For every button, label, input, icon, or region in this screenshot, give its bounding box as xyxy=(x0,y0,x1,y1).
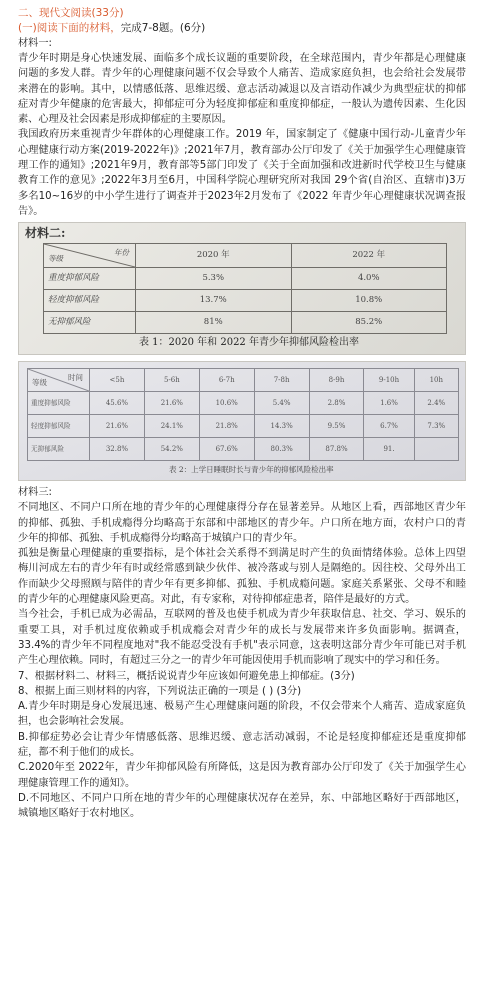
table-2-cell: 6.7% xyxy=(364,415,414,438)
table-2-column-header: 10h xyxy=(414,369,458,392)
question-7: 7、根据材料二、材料三，概括说说青少年应该如何避免患上抑郁症。(3分) xyxy=(18,670,355,682)
table-2-cell: 67.6% xyxy=(199,438,254,461)
material-3-paragraph: 不同地区、不同户口所在地的青少年的心理健康得分存在显著差异。从地区上看，西部地区青少年的抑郁、孤独、手机成瘾得分均略高于东部和中部地区的青少年。户口所在地方面，农村户口的青少年的抑郁、孤独、手机成瘾得分均略高于城镇户口的青少年。 xyxy=(18,502,466,544)
material-1-paragraph: 我国政府历来重视青少年群体的心理健康工作。2019 年，国家制定了《健康中国行动-儿童青少年心理健康行动方案(2019-2022年)》;2021年7月，教育部办公厅印发了《关于加强学生心理健康管理工作的通知》;2021年9月，教育部等5部门印发了《关于全面加强和改进新时代学校卫生与健康教育工作的意见》;2022年3月至6月，中国科学院心理研究所对我国 29个省(自治区、直辖市)3万多名10~16岁的中小学生进行了调查并于2023年2月发布了《2022 年青少年心理健康状况调查报告》。 xyxy=(18,129,466,217)
sub-title-points: 完成7-8题。(6分) xyxy=(120,22,206,34)
sub-title xyxy=(18,21,466,36)
table-2-cell: 21.6% xyxy=(90,415,145,438)
table-1-header-top: 年份 xyxy=(114,248,129,258)
table-2-cell: 32.8% xyxy=(90,438,145,461)
option-a: A.青少年时期是身心发展迅速、极易产生心理健康问题的阶段，不仅会带来个人痛苦、造成家庭负担，也会影响社会发展。 xyxy=(18,701,466,728)
table-1-cell: 4.0% xyxy=(291,268,447,290)
table-1-caption: 表 1：2020 年和 2022 年青少年抑郁风险检出率 xyxy=(139,337,359,349)
table-1 xyxy=(43,243,447,334)
table-2-row-label: 重度抑郁风险 xyxy=(28,392,90,415)
table-2-cell: 2.4% xyxy=(414,392,458,415)
table-1-row-label: 重度抑郁风险 xyxy=(44,268,136,290)
table-2-caption: 表 2：上学日睡眠时长与青少年的抑郁风险检出率 xyxy=(169,465,334,475)
table-1-cell: 13.7% xyxy=(136,290,292,312)
table-2-photo xyxy=(18,361,466,481)
material-3-paragraph: 当今社会，手机已成为必需品，互联网的普及也使手机成为青少年获取信息、社交、学习、娱乐的重要工具，对手机过度依赖或手机成瘾会对青少年的成长与发展带来许多负面影响。据调查，33.4%的青少年不同程度地对"我不能忍受没有手机"表示同意，这表明这部分青少年可能已对手机产生心理依赖。同时，有超过三分之一的青少年可能因使用手机而影响了现实中的学习和任务。 xyxy=(18,609,466,667)
table-1-cell: 85.2% xyxy=(291,312,447,334)
table-2-cell: 1.6% xyxy=(364,392,414,415)
option-c: C.2020年至 2022年，青少年抑郁风险有所降低，这是因为教育部办公厅印发了《关于加强学生心理健康管理工作的通知》。 xyxy=(18,762,466,789)
table-2 xyxy=(27,368,459,461)
table-2-column-header: 9-10h xyxy=(364,369,414,392)
table-1-row-label: 无抑郁风险 xyxy=(44,312,136,334)
section-title: 二、现代文阅读(33分) xyxy=(18,7,124,19)
table-1-header-left: 等级 xyxy=(48,254,63,264)
table-2-cell: 2.8% xyxy=(309,392,364,415)
table-1-row-label: 轻度抑郁风险 xyxy=(44,290,136,312)
table-2-cell: 91. xyxy=(364,438,414,461)
table-1-column-header: 2022 年 xyxy=(291,244,447,268)
table-1-cell: 10.8% xyxy=(291,290,447,312)
table-2-cell: 87.8% xyxy=(309,438,364,461)
table-2-column-header: <5h xyxy=(90,369,145,392)
table-2-cell: 54.2% xyxy=(144,438,199,461)
option-b: B.抑郁症势必会让青少年情感低落、思维迟缓、意志活动减弱，不论是轻度抑郁症还是重度抑郁症，都不利于他们的成长。 xyxy=(18,731,466,759)
question-8: 8、根据上面三则材料的内容，下列说法正确的一项是 ( ) (3分) xyxy=(18,685,302,697)
table-2-cell: 14.3% xyxy=(254,415,309,438)
table-2-row-label: 无抑郁风险 xyxy=(28,438,90,461)
table-2-header-cell xyxy=(28,369,90,392)
material-3-label: 材料三: xyxy=(18,487,52,499)
table-2-cell: 80.3% xyxy=(254,438,309,461)
table-2-cell: 45.6% xyxy=(90,392,145,415)
table-2-cell: 21.8% xyxy=(199,415,254,438)
table-1-header-cell xyxy=(44,244,136,268)
sub-title-instruction: (一)阅读下面的材料， xyxy=(18,22,121,34)
table-1-photo xyxy=(18,222,466,355)
option-d: D.不同地区、不同户口所在地的青少年的心理健康状况存在差异，东、中部地区略好于西部地区，城镇地区略好于农村地区。 xyxy=(18,792,466,820)
table-2-column-header: 6-7h xyxy=(199,369,254,392)
table-2-row-label: 轻度抑郁风险 xyxy=(28,415,90,438)
table-2-header-top: 时间 xyxy=(68,373,83,383)
table-2-cell: 21.6% xyxy=(144,392,199,415)
table-2-column-header: 5-6h xyxy=(144,369,199,392)
material-1-label: 材料一: xyxy=(18,38,52,49)
table-1-column-header: 2020 年 xyxy=(136,244,292,268)
table-2-cell: 7.3% xyxy=(414,415,458,438)
material-1-paragraph: 青少年时期是身心快速发展、面临多个成长议题的重要阶段，在全球范围内，青少年都是心理健康问题的多发人群。青少年的心理健康问题不仅会导致个人痛苦、造成家庭负担，也会给社会发展带来潜在的影响。其中，以情感低落、思维迟缓、意志活动减退以及言语动作减少为典型症状的抑郁症对青少年健康的危害最大，抑郁症可分为轻度抑郁症和重度抑郁症，一般认为遗传因素、生化因素、心理及社会因素是形成抑郁症的主要原因。 xyxy=(18,53,466,126)
table-2-cell: 24.1% xyxy=(144,415,199,438)
material-3-paragraph: 孤独是衡量心理健康的重要指标，是个体社会关系得不到满足时产生的负面情绪体验。总体上四望梅川河成左右的青少年有时或经常感到缺少伙伴、被冷落或与别人是隔绝的。因往校、父母外出工作而缺少父母照顾与陪伴的青少年有更多抑郁、孤独、手机成瘾问题。家庭关系紧张、父母不和睦的青少年的心理健康风险更高。对此，有专家称，对待抑郁症患者，陪伴是最好的方式。 xyxy=(18,548,466,606)
table-2-column-header: 7-8h xyxy=(254,369,309,392)
table-1-cell: 5.3% xyxy=(136,268,292,290)
table-2-cell: 9.5% xyxy=(309,415,364,438)
table-2-cell: 10.6% xyxy=(199,392,254,415)
table-2-column-header: 8-9h xyxy=(309,369,364,392)
table-2-cell: 5.4% xyxy=(254,392,309,415)
table-1-cell: 81% xyxy=(136,312,292,334)
table-2-cell xyxy=(414,438,458,461)
table-2-header-left: 等级 xyxy=(32,378,47,388)
material-2-label: 材料二: xyxy=(25,226,66,241)
